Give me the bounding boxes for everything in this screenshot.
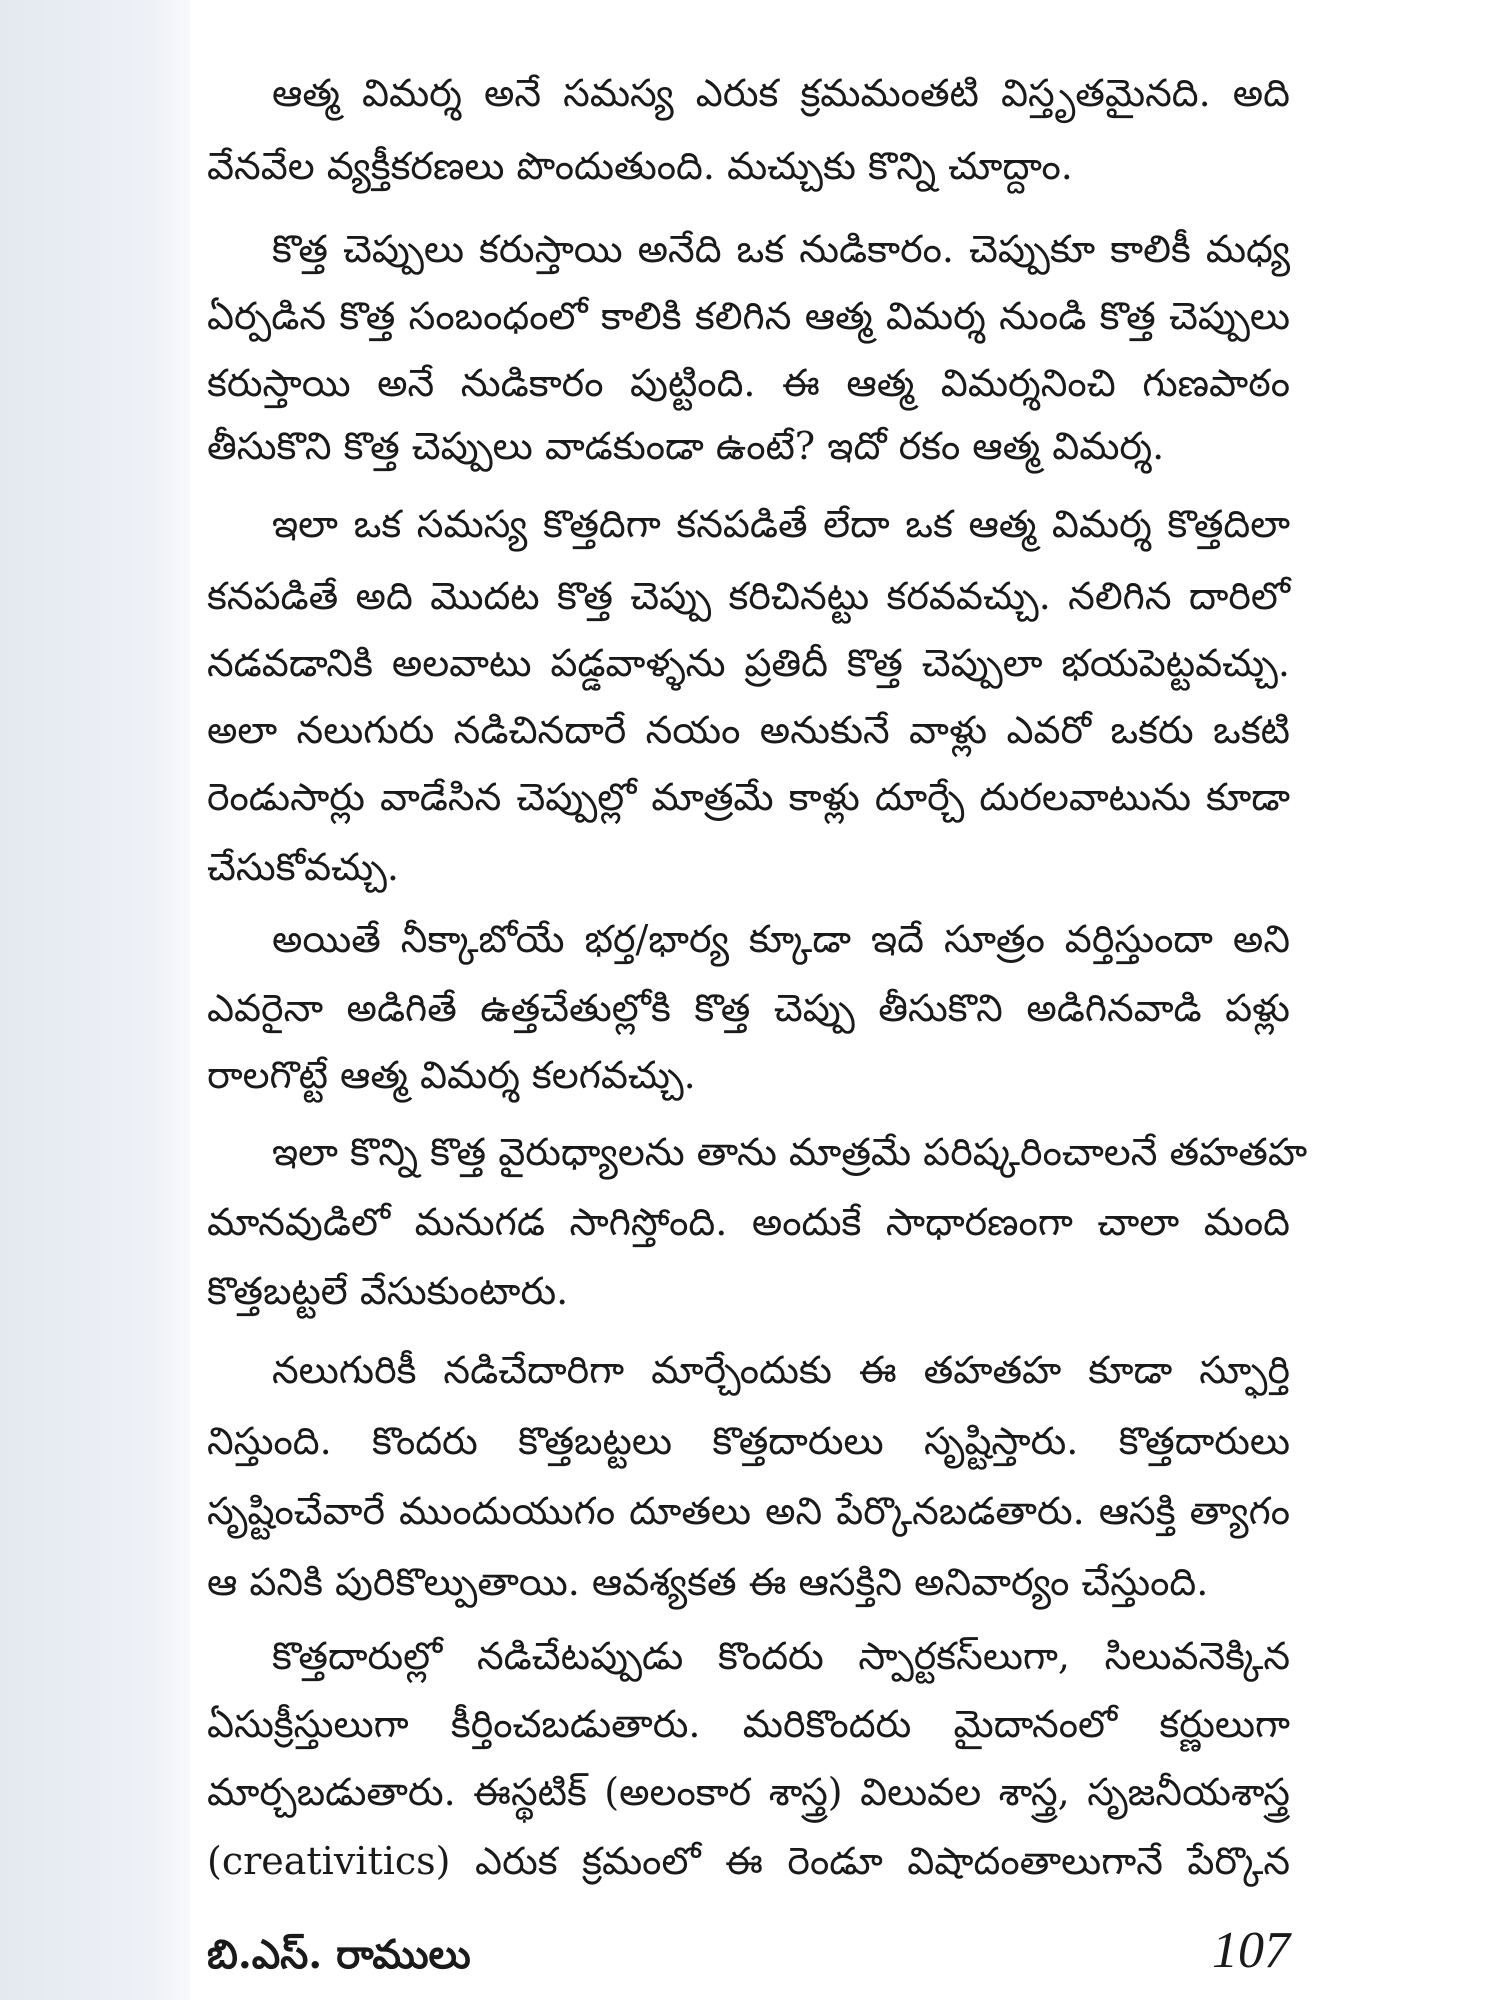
text-line: నడవడానికి అలవాటు పడ్డవాళ్ళను ప్రతిదీ కొత్త చెప్పులా భయపెట్టవచ్చు.	[207, 641, 1290, 685]
text-line: రెండుసార్లు వాడేసిన చెప్పుల్లో మాత్రమే కాళ్లు దూర్చే దురలవాటును కూడా	[207, 775, 1290, 819]
text-line: వేనవేల వ్యక్తీకరణలు పొందుతుంది. మచ్చుకు కొన్ని చూద్దాం.	[207, 144, 1073, 188]
text-line: కొత్త చెప్పులు కరుస్తాయి అనేది ఒక నుడికారం. చెప్పుకూ కాలికీ మధ్య	[272, 227, 1290, 271]
text-line: (creativitics) ఎరుక క్రమంలో ఈ రెండూ విషాదంతాలుగానే పేర్కొన	[207, 1839, 1290, 1883]
text-line: సృష్టించేవారే ముందుయుగం దూతలు అని పేర్కొనబడతారు. ఆసక్తి త్యాగం	[207, 1489, 1290, 1533]
footer-author: బి.ఎస్. రాములు	[207, 1931, 471, 1978]
text-line: మార్చబడుతారు. ఈస్థటిక్ (అలంకార శాస్త్ర) విలువల శాస్త్ర, సృజనీయశాస్త్ర	[207, 1770, 1290, 1814]
text-line: ఆ పనికి పురికొల్పుతాయి. ఆవశ్యకత ఈ ఆసక్తిని అనివార్యం చేస్తుంది.	[207, 1560, 1209, 1604]
text-line: ఇలా కొన్ని కొత్త వైరుధ్యాలను తాను మాత్రమే పరిష్కరించాలనే తహతహ	[272, 1130, 1308, 1174]
page-number: 107	[1212, 1922, 1290, 1979]
scan-margin	[0, 0, 190, 2000]
text-line: కనపడితే అది మొదట కొత్త చెప్పు కరిచినట్టు కరవవచ్చు. నలిగిన దారిలో	[207, 574, 1290, 618]
text-line: నిస్తుంది. కొందరు కొత్తబట్టలు కొత్తదారులు సృష్టిస్తారు. కొత్తదారులు	[207, 1419, 1290, 1463]
text-line: ఇలా ఒక సమస్య కొత్తదిగా కనపడితే లేదా ఒక ఆత్మ విమర్శ కొత్తదిలా	[272, 502, 1290, 546]
text-line: అయితే నీక్కాబోయే భర్త/భార్య క్కూడా ఇదే సూత్రం వర్తిస్తుందా అని	[272, 917, 1290, 961]
text-line: కొత్తదారుల్లో నడిచేటప్పుడు కొందరు స్పార్టకస్‌లుగా, సిలువనెక్కిన	[272, 1634, 1290, 1678]
text-line: ఎవరైనా అడిగితే ఉత్తచేతుల్లోకి కొత్త చెప్పు తీసుకొని అడిగినవాడి పళ్లు	[207, 986, 1290, 1030]
text-line: చేసుకోవచ్చు.	[207, 845, 399, 889]
text-line: ఏర్పడిన కొత్త సంబంధంలో కాలికి కలిగిన ఆత్మ విమర్శ నుండి కొత్త చెప్పులు	[207, 294, 1290, 338]
text-line: ఆత్మ విమర్శ అనే సమస్య ఎరుక క్రమమంతటి విస్తృతమైనది. అది	[272, 71, 1290, 115]
text-line: తీసుకొని కొత్త చెప్పులు వాడకుండా ఉంటే? ఇదో రకం ఆత్మ విమర్శ.	[207, 424, 1165, 468]
text-line: కరుస్తాయి అనే నుడికారం పుట్టింది. ఈ ఆత్మ విమర్శనించి గుణపాఠం	[207, 361, 1290, 405]
text-line: అలా నలుగురు నడిచినదారే నయం అనుకునే వాళ్లు ఎవరో ఒకరు ఒకటి	[207, 708, 1290, 752]
text-line: కొత్తబట్టలే వేసుకుంటారు.	[207, 1269, 569, 1313]
text-line: నలుగురికీ నడిచేదారిగా మార్చేందుకు ఈ తహతహ కూడా స్ఫూర్తి	[272, 1348, 1290, 1392]
text-line: మానవుడిలో మనుగడ సాగిస్తోంది. అందుకే సాధారణంగా చాలా మంది	[207, 1200, 1290, 1244]
text-line: ఏసుక్రీస్తులుగా కీర్తించబడుతారు. మరికొందరు మైదానంలో కర్ణులుగా	[207, 1702, 1290, 1746]
text-line: రాలగొట్టే ఆత్మ విమర్శ కలగవచ్చు.	[207, 1053, 696, 1097]
